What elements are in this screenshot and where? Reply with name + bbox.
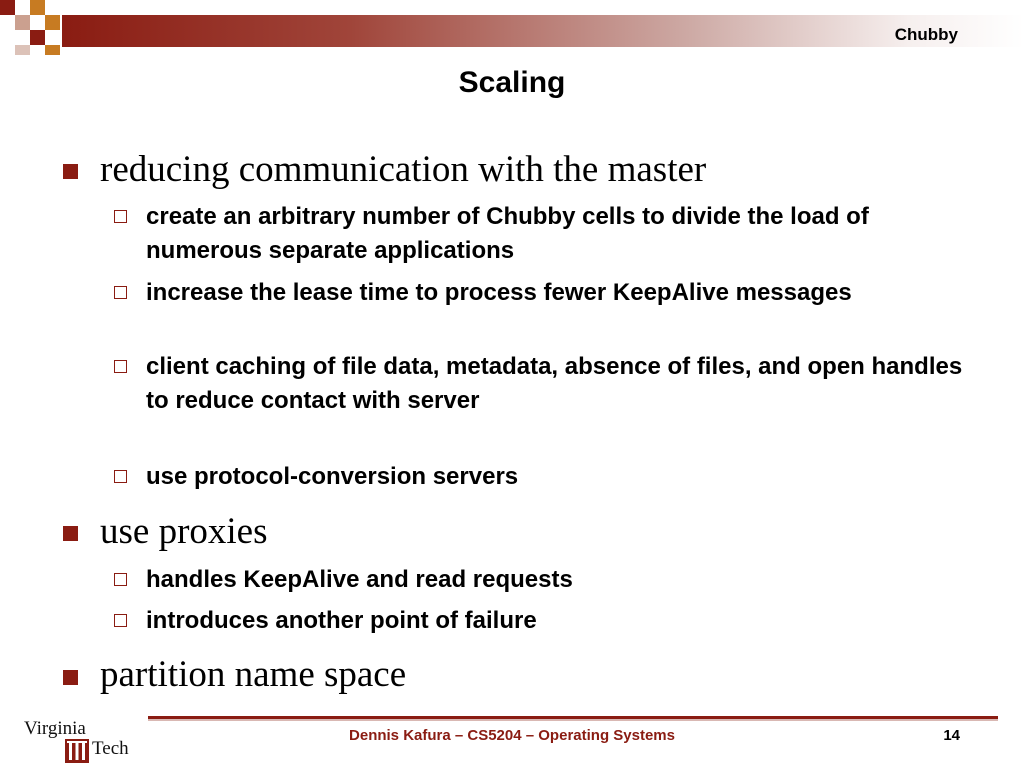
bullet-level2: handles KeepAlive and read requests <box>146 566 573 593</box>
logo-text-virginia: Virginia <box>24 718 86 739</box>
footer-text: Dennis Kafura – CS5204 – Operating Systems <box>349 727 675 744</box>
bullet-level2: client caching of file data, metadata, absence of files, and open handles to reduce contact with server <box>146 353 963 414</box>
logo-text-tech: Tech <box>92 738 129 759</box>
sub-bullet-square-icon <box>114 573 127 586</box>
bullet-level2: increase the lease time to process fewer KeepAlive messages <box>146 279 852 306</box>
sub-bullet-square-icon <box>114 614 127 627</box>
header-title: Chubby <box>894 25 958 44</box>
bullet-square-icon <box>63 164 78 179</box>
vt-shield-icon <box>64 738 90 764</box>
sub-bullet-square-icon <box>114 286 127 299</box>
bullet-level2: introduces another point of failure <box>146 607 537 634</box>
bullet-square-icon <box>63 526 78 541</box>
sub-bullet-square-icon <box>114 210 127 223</box>
footer-rule-shadow <box>148 719 998 721</box>
virginia-tech-logo <box>22 716 142 766</box>
bullet-square-icon <box>63 670 78 685</box>
sub-bullet-square-icon <box>114 470 127 483</box>
bullet-level2: create an arbitrary number of Chubby cells to divide the load of numerous separate applications <box>146 203 869 264</box>
bullet-level1: reducing communication with the master <box>100 149 707 190</box>
page-number: 14 <box>943 727 960 744</box>
slide-title: Scaling <box>458 66 566 99</box>
sub-bullet-square-icon <box>114 360 127 373</box>
bullet-level1: partition name space <box>100 654 407 695</box>
bullet-level1: use proxies <box>100 511 268 552</box>
bullet-level2: use protocol-conversion servers <box>146 463 519 490</box>
